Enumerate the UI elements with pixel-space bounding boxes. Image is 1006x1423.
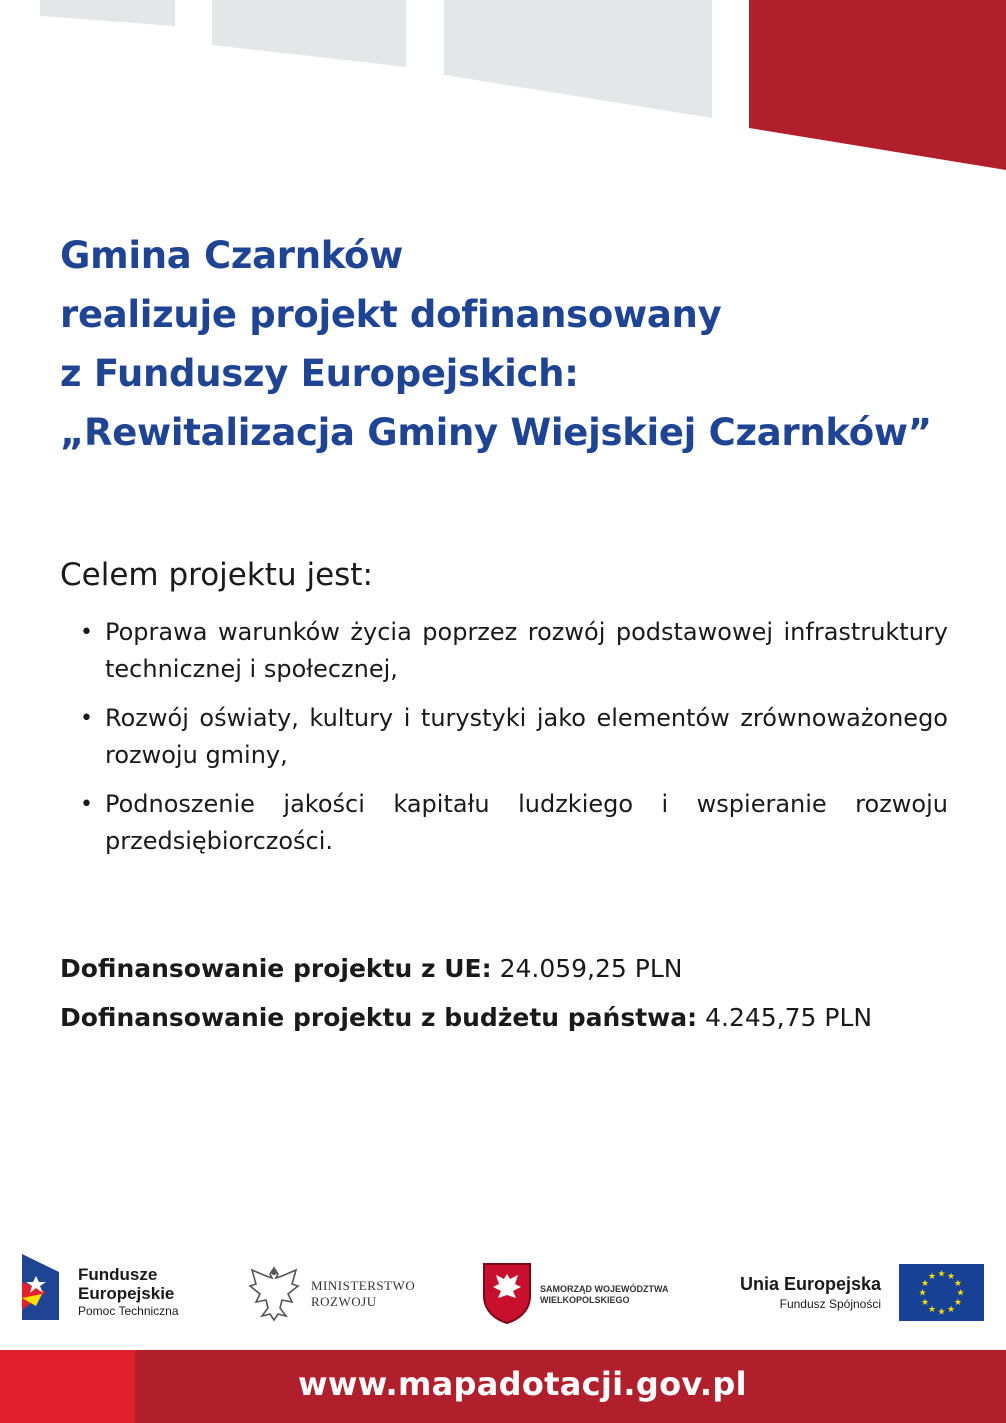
project-title: [60, 226, 980, 462]
eu-star-icon: ★: [921, 1279, 930, 1289]
eu-star-icon: ★: [927, 1304, 937, 1315]
goal-text-2: Rozwój oświaty, kultury i turystyki jako elementów zrównoważonego rozwoju gminy,: [105, 704, 948, 769]
eu-star-icon: ★: [946, 1304, 956, 1315]
funding-state: [60, 1001, 960, 1035]
title-line-4: „Rewitalizacja Gminy Wiejskiej Czarnków”: [60, 411, 932, 454]
goal-text-3: Podnoszenie jakości kapitału ludzkiego i wspieranie rozwoju przedsiębiorczości.: [105, 790, 948, 855]
goals-heading: Celem projektu jest:: [60, 557, 373, 593]
mr-line-2: ROZWOJU: [311, 1294, 377, 1309]
bullet-icon: •: [80, 620, 93, 645]
goal-item-3: [80, 786, 948, 860]
sw-line-2: WIELKOPOLSKIEGO: [540, 1295, 630, 1305]
samorzad-wojewodztwa-text: [540, 1284, 669, 1306]
eu-star-icon: ★: [956, 1288, 965, 1299]
goal-item-1: [80, 614, 948, 688]
grey-panel-1: [40, 0, 175, 26]
fundusze-europejskie-text: [78, 1265, 179, 1319]
eu-star-icon: ★: [937, 1269, 946, 1280]
eu-star-icon: ★: [953, 1279, 962, 1289]
bullet-icon: •: [80, 706, 93, 731]
ue-line-1: Unia Europejska: [739, 1274, 881, 1294]
title-line-1: Gmina Czarnków: [60, 234, 404, 277]
goals-list: [80, 614, 948, 872]
eu-star-icon: ★: [921, 1298, 930, 1308]
polish-eagle-emblem-icon: [246, 1264, 302, 1322]
wielkopolska-coat-of-arms-icon: [482, 1262, 532, 1324]
fe-line-2: Europejskie: [78, 1284, 175, 1303]
website-link[interactable]: www.mapadotacji.gov.pl: [298, 1365, 747, 1403]
fe-line-3: Pomoc Techniczna: [78, 1304, 179, 1318]
eu-star-icon: ★: [953, 1298, 962, 1308]
unia-europejska-text: [700, 1273, 881, 1313]
title-line-3: z Funduszy Europejskich:: [60, 352, 579, 395]
ue-line-2: Fundusz Spójności: [779, 1297, 881, 1311]
funding-state-value: 4.245,75 PLN: [705, 1003, 873, 1032]
funding-state-label: Dofinansowanie projektu z budżetu państwa:: [60, 1003, 698, 1032]
eu-star-icon: ★: [927, 1272, 937, 1283]
fundusze-europejskie-logo-icon: [22, 1254, 62, 1320]
mr-line-1: MINISTERSTWO: [311, 1278, 416, 1293]
fe-line-1: Fundusze: [78, 1265, 158, 1284]
goal-text-1: Poprawa warunków życia poprzez rozwój podstawowej infrastruktury technicznej i społecznej,: [105, 618, 948, 683]
logo-bar: [0, 1240, 1006, 1340]
funding-eu: [60, 952, 960, 986]
footer-accent-strip: [0, 1350, 135, 1423]
eu-star-icon: ★: [946, 1272, 956, 1283]
ministerstwo-rozwoju-text: [311, 1278, 415, 1310]
title-line-2: realizuje projekt dofinansowany: [60, 293, 722, 336]
red-panel: [749, 0, 1006, 170]
bullet-icon: •: [80, 792, 93, 817]
sw-line-1: SAMORZĄD WOJEWÓDZTWA: [540, 1284, 669, 1294]
eu-star-icon: ★: [937, 1307, 946, 1318]
grey-panel-3: [444, 0, 712, 118]
grey-panel-2: [212, 0, 406, 67]
funding-eu-value: 24.059,25 PLN: [499, 954, 683, 983]
header-decoration: [0, 0, 1006, 175]
footer-bar: [0, 1350, 1006, 1423]
eu-star-icon: ★: [918, 1288, 927, 1299]
funding-eu-label: Dofinansowanie projektu z UE:: [60, 954, 492, 983]
goal-item-2: [80, 700, 948, 774]
eu-flag-icon: [899, 1264, 984, 1321]
